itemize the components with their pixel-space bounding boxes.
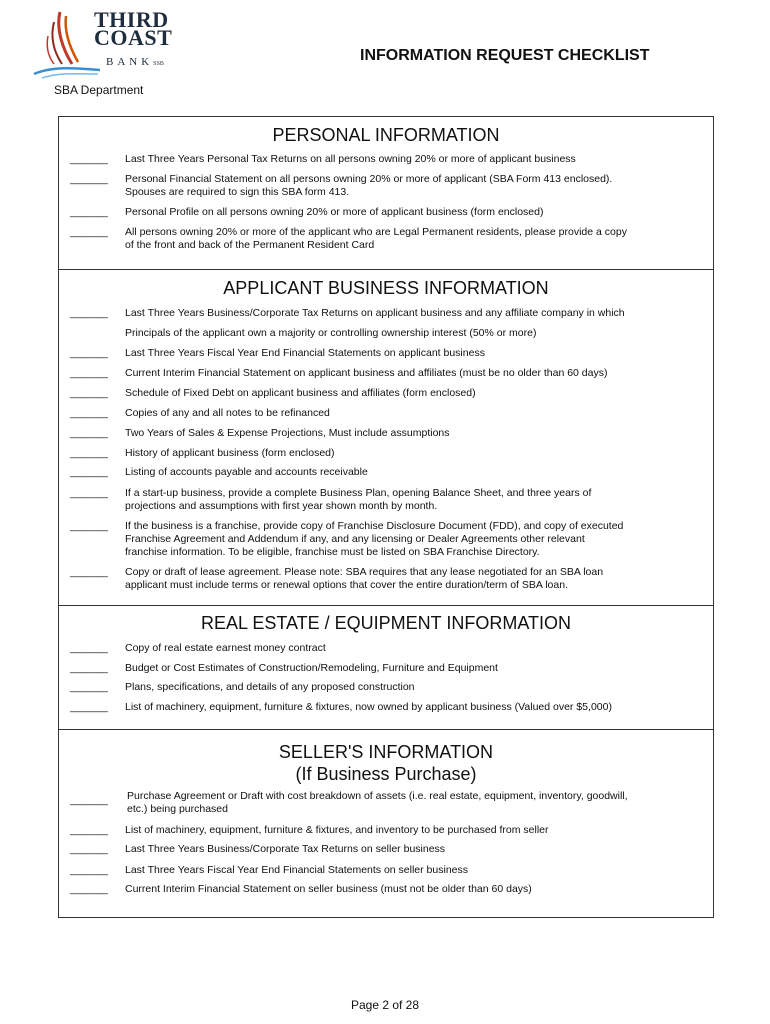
section-title: PERSONAL INFORMATION	[272, 125, 500, 145]
item-text: Budget or Cost Estimates of Construction/Remodeling, Furniture and Equipment	[125, 662, 498, 674]
section-subtitle: (If Business Purchase)	[295, 764, 477, 784]
item-text: Last Three Years Personal Tax Returns on all persons owning 20% or more of applicant business	[125, 153, 576, 165]
logo-bank-word: BANK	[106, 56, 154, 68]
check-blank[interactable]: _______	[70, 226, 108, 238]
item-text: etc.) being purchased	[127, 803, 228, 815]
logo-line-1: THIRD	[94, 7, 169, 32]
item-text: Current Interim Financial Statement on applicant business and affiliates (must be no older than 60 days)	[125, 367, 608, 379]
check-blank[interactable]: _______	[70, 367, 108, 379]
page-number: Page 2 of 28	[350, 998, 420, 1012]
check-blank[interactable]: _______	[70, 843, 108, 855]
check-blank[interactable]: _______	[70, 824, 108, 836]
item-text: Copy or draft of lease agreement. Please note: SBA requires that any lease negotiated for an SBA loan	[125, 566, 604, 578]
item-text: If a start-up business, provide a complete Business Plan, opening Balance Sheet, and three years of	[125, 487, 592, 499]
logo-line-3	[94, 52, 172, 74]
check-blank[interactable]: _______	[70, 487, 108, 499]
item-text: Current Interim Financial Statement on seller business (must not be older than 60 days)	[125, 883, 532, 895]
check-blank[interactable]: _______	[70, 566, 108, 578]
item-text: Franchise Agreement and Addendum if any, and any licensing or Dealer Agreements other relevant	[125, 533, 585, 545]
check-blank[interactable]: _______	[70, 642, 108, 654]
bank-logo-text	[94, 7, 173, 74]
item-text: Two Years of Sales & Expense Projections, Must include assumptions	[125, 427, 450, 439]
item-text: Last Three Years Fiscal Year End Financial Statements on applicant business	[125, 347, 485, 359]
item-text: Plans, specifications, and details of any proposed construction	[125, 681, 415, 693]
item-text: Schedule of Fixed Debt on applicant business and affiliates (form enclosed)	[125, 387, 476, 399]
item-text: Copy of real estate earnest money contract	[125, 642, 326, 654]
check-blank[interactable]: _______	[70, 883, 108, 895]
section-title: APPLICANT BUSINESS INFORMATION	[223, 278, 549, 298]
item-text: Personal Profile on all persons owning 20% or more of applicant business (form enclosed)	[125, 206, 544, 218]
check-blank[interactable]: _______	[70, 347, 108, 359]
section-title: REAL ESTATE / EQUIPMENT INFORMATION	[200, 613, 572, 633]
item-text: Listing of accounts payable and accounts receivable	[125, 466, 368, 478]
check-blank[interactable]: _______	[70, 407, 108, 419]
check-blank[interactable]: _______	[70, 662, 108, 674]
item-text: Personal Financial Statement on all persons owning 20% or more of applicant (SBA Form 413 enclosed).	[125, 173, 613, 185]
item-text: If the business is a franchise, provide copy of Franchise Disclosure Document (FDD), and copy of executed	[125, 520, 624, 532]
item-text: Principals of the applicant own a majority or controlling ownership interest (50% or more)	[125, 327, 537, 339]
item-text: Purchase Agreement or Draft with cost breakdown of assets (i.e. real estate, equipment, inventory, goodwill,	[127, 790, 628, 802]
item-text: Last Three Years Fiscal Year End Financial Statements on seller business	[125, 864, 469, 876]
item-text: History of applicant business (form enclosed)	[125, 447, 335, 459]
item-text: All persons owning 20% or more of the applicant who are Legal Permanent residents, please provide a copy	[125, 226, 627, 238]
item-text: projections and assumptions with first year shown month by month.	[125, 500, 438, 512]
item-text: Last Three Years Business/Corporate Tax Returns on seller business	[125, 843, 446, 855]
item-text: franchise information. To be eligible, franchise must be listed on SBA Franchise Directory.	[125, 546, 540, 558]
sail-logo-icon	[32, 8, 102, 80]
item-text: Copies of any and all notes to be refinanced	[125, 407, 330, 419]
department-label: SBA Department	[54, 83, 144, 97]
section-seller	[59, 729, 713, 917]
check-blank[interactable]: _______	[70, 681, 108, 693]
item-text: of the front and back of the Permanent Resident Card	[125, 239, 375, 251]
check-blank[interactable]: _______	[70, 427, 108, 439]
page-title: INFORMATION REQUEST CHECKLIST	[360, 47, 650, 64]
check-blank[interactable]: _______	[70, 520, 108, 532]
logo-ssb: SSB	[153, 61, 164, 67]
check-blank[interactable]: _______	[70, 206, 108, 218]
check-blank[interactable]: _______	[70, 307, 108, 319]
item-text: applicant must include terms or renewal options that cover the entire duration/term of SBA loan.	[125, 579, 568, 591]
checklist-box	[58, 116, 714, 918]
check-blank[interactable]: _______	[70, 387, 108, 399]
check-blank[interactable]: _______	[70, 153, 108, 165]
check-blank[interactable]: _______	[70, 864, 108, 876]
check-blank[interactable]: _______	[70, 447, 108, 459]
check-blank[interactable]: _______	[70, 794, 108, 806]
item-text: List of machinery, equipment, furniture & fixtures, and inventory to be purchased from seller	[125, 824, 549, 836]
section-personal	[59, 117, 713, 269]
item-text: Last Three Years Business/Corporate Tax Returns on applicant business and any affiliate company in which	[125, 307, 625, 319]
section-real-estate	[59, 605, 713, 729]
item-text: List of machinery, equipment, furniture & fixtures, now owned by applicant business (Valued over $5,000)	[125, 701, 612, 713]
check-blank[interactable]: _______	[70, 173, 108, 185]
logo-line-2: COAST	[94, 25, 173, 50]
check-blank[interactable]: _______	[70, 701, 108, 713]
section-business	[59, 269, 713, 605]
item-text: Spouses are required to sign this SBA form 413.	[125, 186, 350, 198]
check-blank[interactable]: _______	[70, 466, 108, 478]
section-title: SELLER'S INFORMATION	[278, 742, 494, 762]
